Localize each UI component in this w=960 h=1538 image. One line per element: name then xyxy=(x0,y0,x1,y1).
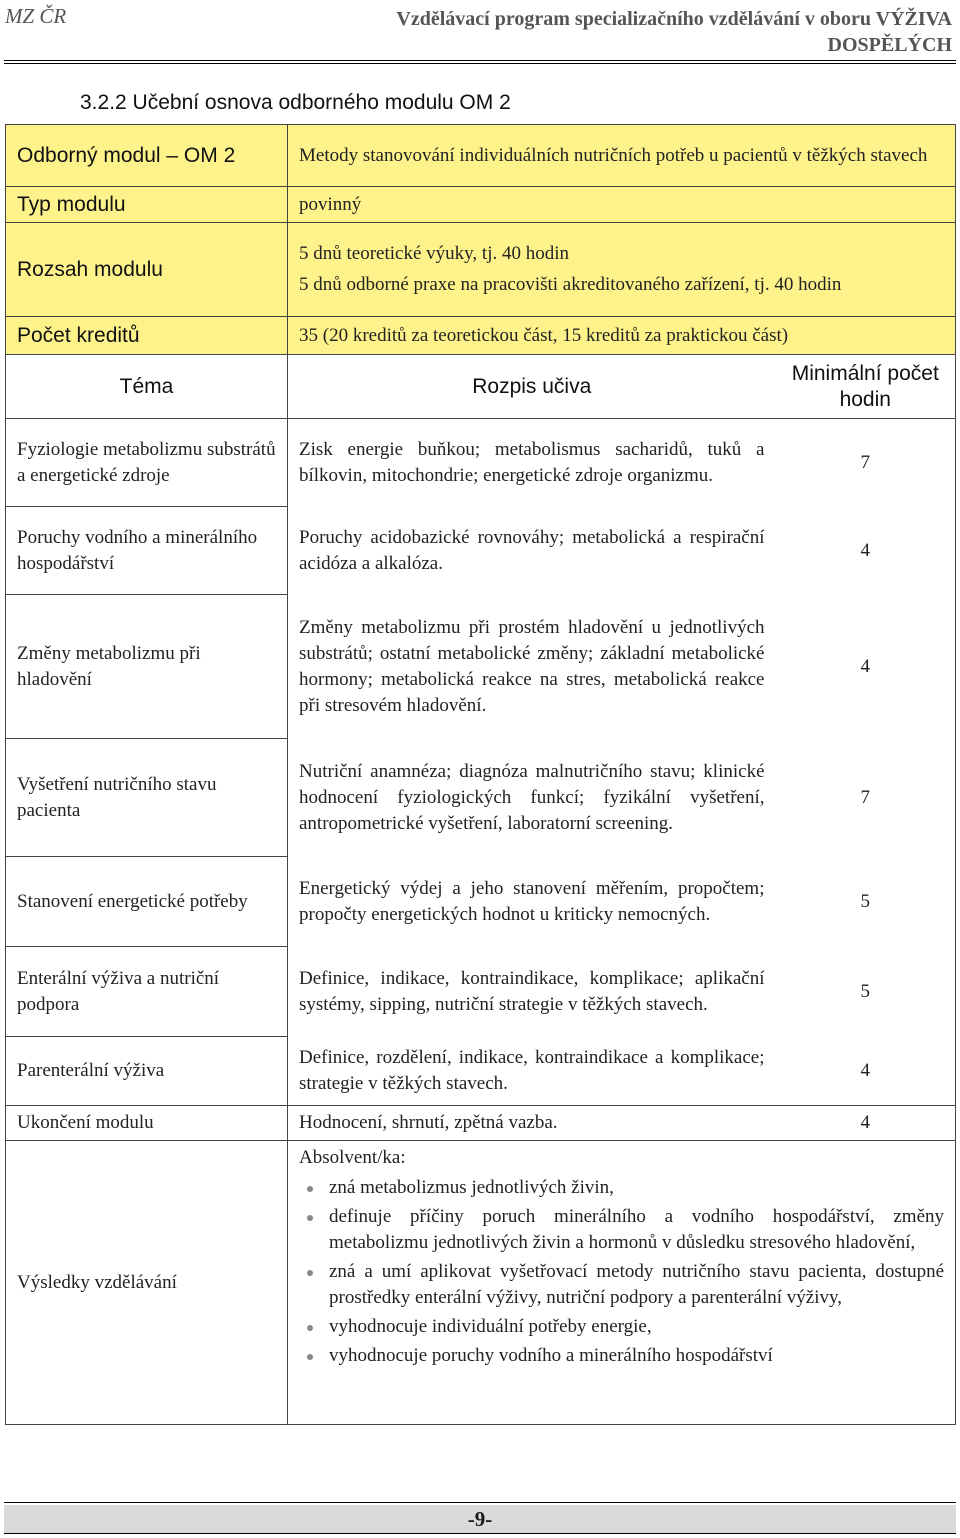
row-content: Poruchy acidobazické rovnováhy; metabolická a respirační acidóza a alkalóza. xyxy=(288,507,776,595)
module-end-hours: 4 xyxy=(776,1106,956,1141)
module-name-row xyxy=(6,125,956,187)
module-end-label: Ukončení modulu xyxy=(6,1106,288,1141)
table-row xyxy=(6,947,956,1037)
results-row xyxy=(6,1141,956,1425)
table-row xyxy=(6,1037,956,1106)
row-hours: 7 xyxy=(776,739,956,857)
list-item xyxy=(329,1343,944,1369)
module-credits-label: Počet kreditů xyxy=(6,317,288,355)
list-item-text: zná metabolizmus jednotlivých živin, xyxy=(329,1177,614,1198)
results-content xyxy=(288,1141,956,1425)
header-left: MZ ČR xyxy=(5,4,67,28)
section-title: 3.2.2 Učební osnova odborného modulu OM 2 xyxy=(80,91,511,114)
table-row xyxy=(6,857,956,947)
table-row xyxy=(6,507,956,595)
row-hours: 4 xyxy=(776,507,956,595)
scope-theory: 5 dnů teoretické výuky, tj. 40 hodin xyxy=(299,243,569,264)
row-hours: 4 xyxy=(776,1037,956,1106)
module-scope-label: Rozsah modulu xyxy=(6,223,288,317)
row-topic: Vyšetření nutričního stavu pacienta xyxy=(6,739,288,857)
row-topic: Změny metabolizmu při hladovění xyxy=(6,595,288,739)
list-item-text: definuje příčiny poruch minerálního a vodního hospodářství, změny metabolizmu jednotlivých živin a hormonů v důsledku stresového hladovění, xyxy=(329,1206,945,1253)
row-hours: 4 xyxy=(776,595,956,739)
module-type-value: povinný xyxy=(288,187,956,223)
row-hours: 5 xyxy=(776,857,956,947)
scope-practice: 5 dnů odborné praxe na pracovišti akreditovaného zařízení, tj. 40 hodin xyxy=(299,274,842,295)
column-topic: Téma xyxy=(6,355,288,419)
column-content: Rozpis učiva xyxy=(288,355,776,419)
list-item-text: vyhodnocuje individuální potřeby energie, xyxy=(329,1316,652,1337)
row-topic: Fyziologie metabolizmu substrátů a energetické zdroje xyxy=(6,419,288,507)
module-scope-value xyxy=(288,223,956,317)
table-row xyxy=(6,419,956,507)
row-content: Definice, indikace, kontraindikace, komplikace; aplikační systémy, sipping, nutriční strategie v těžkých stavech. xyxy=(288,947,776,1037)
module-type-row xyxy=(6,187,956,223)
list-item xyxy=(329,1259,944,1311)
module-type-label: Typ modulu xyxy=(6,187,288,223)
list-item xyxy=(329,1204,944,1256)
bullet-icon xyxy=(307,1215,313,1221)
page-number: -9- xyxy=(467,1507,493,1531)
table-row xyxy=(6,739,956,857)
module-end-row xyxy=(6,1106,956,1141)
module-end-content: Hodnocení, shrnutí, zpětná vazba. xyxy=(288,1106,776,1141)
footer-rule xyxy=(4,1502,956,1503)
bullet-icon xyxy=(307,1354,313,1360)
column-hours: Minimální počet hodin xyxy=(776,355,956,419)
results-intro: Absolvent/ka: xyxy=(299,1147,406,1168)
row-content: Změny metabolizmu při prostém hladovění u jednotlivých substrátů; ostatní metabolické změny; základní metabolické hormony; metabolická reakce na stres, metabolická reakce při stresovém hladovění. xyxy=(288,595,776,739)
row-topic: Enterální výživa a nutriční podpora xyxy=(6,947,288,1037)
list-item-text: zná a umí aplikovat vyšetřovací metody nutričního stavu pacienta, dostupné prostředky enterální výživy, nutriční podpory a parenterální výživy, xyxy=(329,1261,945,1308)
bullet-icon xyxy=(307,1270,313,1276)
module-name-label: Odborný modul – OM 2 xyxy=(6,125,288,187)
row-topic: Poruchy vodního a minerálního hospodářství xyxy=(6,507,288,595)
list-item xyxy=(329,1175,944,1201)
module-credits-value: 35 (20 kreditů za teoretickou část, 15 kreditů za praktickou část) xyxy=(288,317,956,355)
header-rule xyxy=(4,60,956,61)
module-curriculum-table xyxy=(5,124,956,1425)
results-label: Výsledky vzdělávání xyxy=(6,1141,288,1425)
row-topic: Parenterální výživa xyxy=(6,1037,288,1106)
results-list xyxy=(299,1175,944,1369)
module-scope-row xyxy=(6,223,956,317)
row-content: Zisk energie buňkou; metabolismus sacharidů, tuků a bílkovin, mitochondrie; energetické zdroje organizmu. xyxy=(288,419,776,507)
row-content: Nutriční anamnéza; diagnóza malnutričního stavu; klinické hodnocení fyziologických funkcí; fyzikální vyšetření, antropometrické vyšetření, laboratorní screening. xyxy=(288,739,776,857)
row-hours: 7 xyxy=(776,419,956,507)
row-hours: 5 xyxy=(776,947,956,1037)
table-row xyxy=(6,595,956,739)
row-content: Energetický výdej a jeho stanovení měřením, propočtem; propočty energetických hodnot u kriticky nemocných. xyxy=(288,857,776,947)
list-item-text: vyhodnocuje poruchy vodního a minerálního hospodářství xyxy=(329,1345,773,1366)
module-name-value: Metody stanovování individuálních nutričních potřeb u pacientů v těžkých stavech xyxy=(288,125,956,187)
header-title: Vzdělávací program specializačního vzdělávání v oboru VÝŽIVA DOSPĚLÝCH xyxy=(396,8,952,56)
table-header-row xyxy=(6,355,956,419)
list-item xyxy=(329,1314,944,1340)
bullet-icon xyxy=(307,1325,313,1331)
row-content: Definice, rozdělení, indikace, kontraindikace a komplikace; strategie v těžkých stavech. xyxy=(288,1037,776,1106)
module-credits-row xyxy=(6,317,956,355)
row-topic: Stanovení energetické potřeby xyxy=(6,857,288,947)
bullet-icon xyxy=(307,1186,313,1192)
header-rule-second xyxy=(4,63,956,64)
